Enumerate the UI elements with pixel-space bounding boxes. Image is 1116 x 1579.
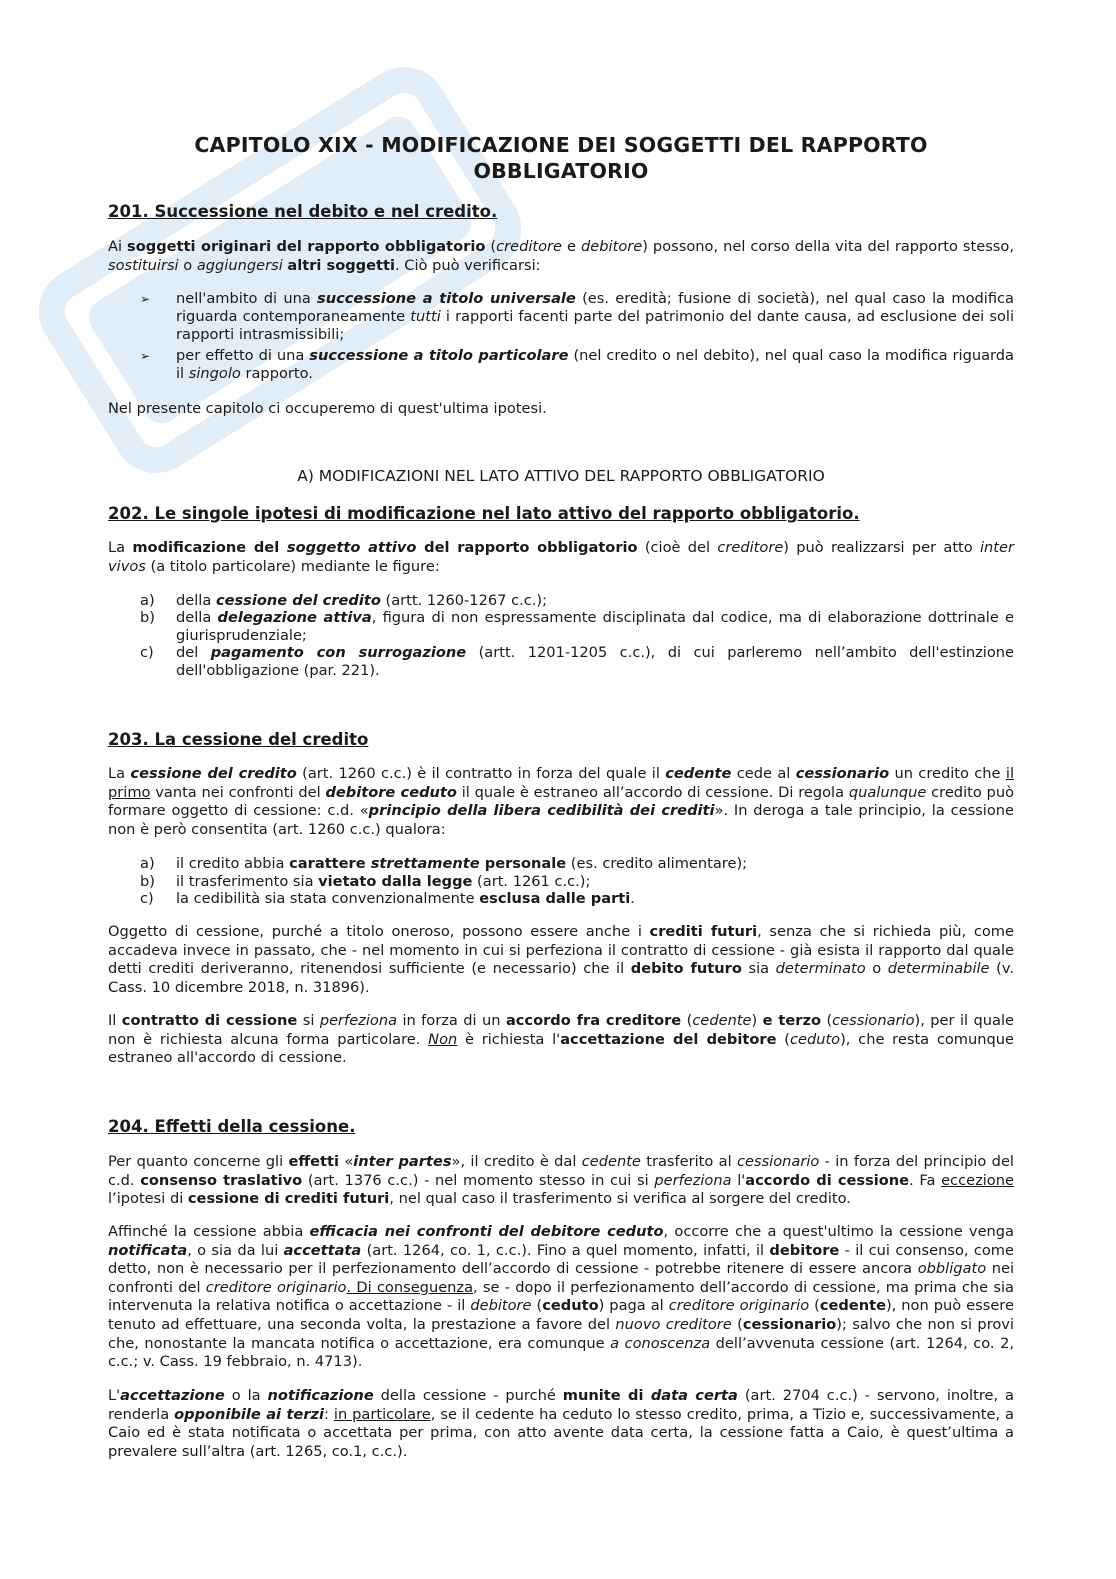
- bullet-item: ➢ nell'ambito di una successione a titolo universale (es. eredità; fusione di società), nel qual caso la modifica riguarda contemporaneamente tutti i rapporti facenti parte del patrimonio del dante causa, ad esclusione dei soli rapporti intrasmissibili;: [140, 290, 1014, 344]
- list-item: a) il credito abbia carattere strettamente personale (es. credito alimentare);: [140, 855, 748, 872]
- paragraph-203-future-credits: Oggetto di cessione, purché a titolo oneroso, possono essere anche i crediti futuri, senza che si richieda più, come accadeva invece in passato, che - nel momento in cui si perfeziona il contratto di cessione - già esista il rapporto dal quale detti crediti deriveranno, ritenendosi sufficiente (e necessario) che il debito futuro sia determinato o determinabile (v. Cass. 10 dicembre 2018, n. 31896).: [108, 923, 1014, 996]
- title-line-2: OBBLIGATORIO: [473, 159, 649, 183]
- heading-203: 203. La cessione del credito: [108, 730, 369, 749]
- paragraph-203-intro: La cessione del credito (art. 1260 c.c.) è il contratto in forza del quale il cedente cede al cessionario un credito che il primo vanta nei confronti del debitore ceduto il quale è estraneo all’accordo di cessione. Di regola qualunque credito può formare oggetto di cessione: c.d. «principio della libera cedibilità dei crediti». In deroga a tale principio, la cessione non è però consentita (art. 1260 c.c.) qualora:: [108, 765, 1015, 838]
- title-line-1: CAPITOLO XIX - MODIFICAZIONE DEI SOGGETTI DEL RAPPORTO: [194, 133, 928, 157]
- paragraph-204-debtor-effects: Affinché la cessione abbia efficacia nei confronti del debitore ceduto, occorre che a quest'ultimo la cessione venga notificata, o sia da lui accettata (art. 1264, co. 1, c.c.). Fino a quel momento, infatti, il debitore - il cui consenso, come detto, non è necessario per il perfezionamento dell’accordo di cessione - potrebbe ritenere di essere ancora obbligato nei confronti del creditore originario. Di conseguenza, se - dopo il perfezionamento dell’accordo di cessione, ma prima che sia intervenuta la relativa notifica o accettazione - il debitore (ceduto) paga al creditore originario (cedente), non può essere tenuto ad effettuare, una seconda volta, la prestazione a favore del nuovo creditore (cessionario); salvo che non si provi che, nonostante la mancata notifica o accettazione, era comunque a conoscenza dell’avvenuta cessione (art. 1264, co. 2, c.c.; v. Cass. 19 febbraio, n. 4713).: [108, 1223, 1015, 1371]
- paragraph-201-intro: Ai soggetti originari del rapporto obbligatorio (creditore e debitore) possono, nel corso della vita del rapporto stesso, sostituirsi o aggiungersi altri soggetti. Ciò può verificarsi:: [108, 238, 1014, 274]
- paragraph-203-contract: Il contratto di cessione si perfeziona in forza di un accordo fra creditore (cedente) e terzo (cessionario), per il quale non è richiesta alcuna forma particolare. Non è richiesta l'accettazione del debitore (ceduto), che resta comunque estraneo all'accordo di cessione.: [108, 1012, 1015, 1067]
- section-subtitle-a: A) MODIFICAZIONI NEL LATO ATTIVO DEL RAPPORTO OBBLIGATORIO: [297, 467, 825, 485]
- paragraph-201-closing: Nel presente capitolo ci occuperemo di quest'ultima ipotesi.: [108, 400, 547, 417]
- bullet-item: ➢ per effetto di una successione a titolo particolare (nel credito o nel debito), nel qual caso la modifica riguarda il singolo rapporto.: [140, 347, 1014, 383]
- list-item: b) il trasferimento sia vietato dalla legge (art. 1261 c.c.);: [140, 873, 591, 890]
- page-title: [108, 132, 1014, 184]
- list-item: b) della delegazione attiva, figura di non espressamente disciplinata dal codice, ma di elaborazione dottrinale e giurisprudenziale;: [140, 609, 1015, 645]
- list-item: c) la cedibilità sia stata convenzionalmente esclusa dalle parti.: [140, 890, 635, 907]
- arrow-bullet-icon: ➢: [140, 292, 151, 306]
- list-item: c) del pagamento con surrogazione (artt. 1201-1205 c.c.), di cui parleremo nell’ambito dell'estinzione dell'obbligazione (par. 221).: [140, 644, 1015, 680]
- list-item: a) della cessione del credito (artt. 1260-1267 c.c.);: [140, 592, 548, 609]
- heading-204: 204. Effetti della cessione.: [108, 1117, 356, 1136]
- paragraph-202-intro: La modificazione del soggetto attivo del rapporto obbligatorio (cioè del creditore) può realizzarsi per atto inter vivos (a titolo particolare) mediante le figure:: [108, 539, 1014, 575]
- heading-202: 202. Le singole ipotesi di modificazione nel lato attivo del rapporto obbligatorio.: [108, 504, 860, 523]
- paragraph-204-inter-partes: Per quanto concerne gli effetti «inter partes», il credito è dal cedente trasferito al cessionario - in forza del principio del c.d. consenso traslativo (art. 1376 c.c.) - nel momento stesso in cui si perfeziona l'accordo di cessione. Fa eccezione l’ipotesi di cessione di crediti futuri, nel qual caso il trasferimento si verifica al sorgere del credito.: [108, 1153, 1014, 1208]
- heading-201: 201. Successione nel debito e nel credito.: [108, 202, 498, 221]
- paragraph-204-third-parties: L'accettazione o la notificazione della cessione - purché munite di data certa (art. 2704 c.c.) - servono, inoltre, a renderla opponibile ai terzi: in particolare, se il cedente ha ceduto lo stesso credito, prima, a Tizio e, successivamente, a Caio ed è stata notificata o accettata per prima, con atto avente data certa, la cessione fatta a Caio, è quest’ultima a prevalere sull’altra (art. 1265, co.1, c.c.).: [108, 1387, 1014, 1460]
- arrow-bullet-icon: ➢: [140, 349, 151, 363]
